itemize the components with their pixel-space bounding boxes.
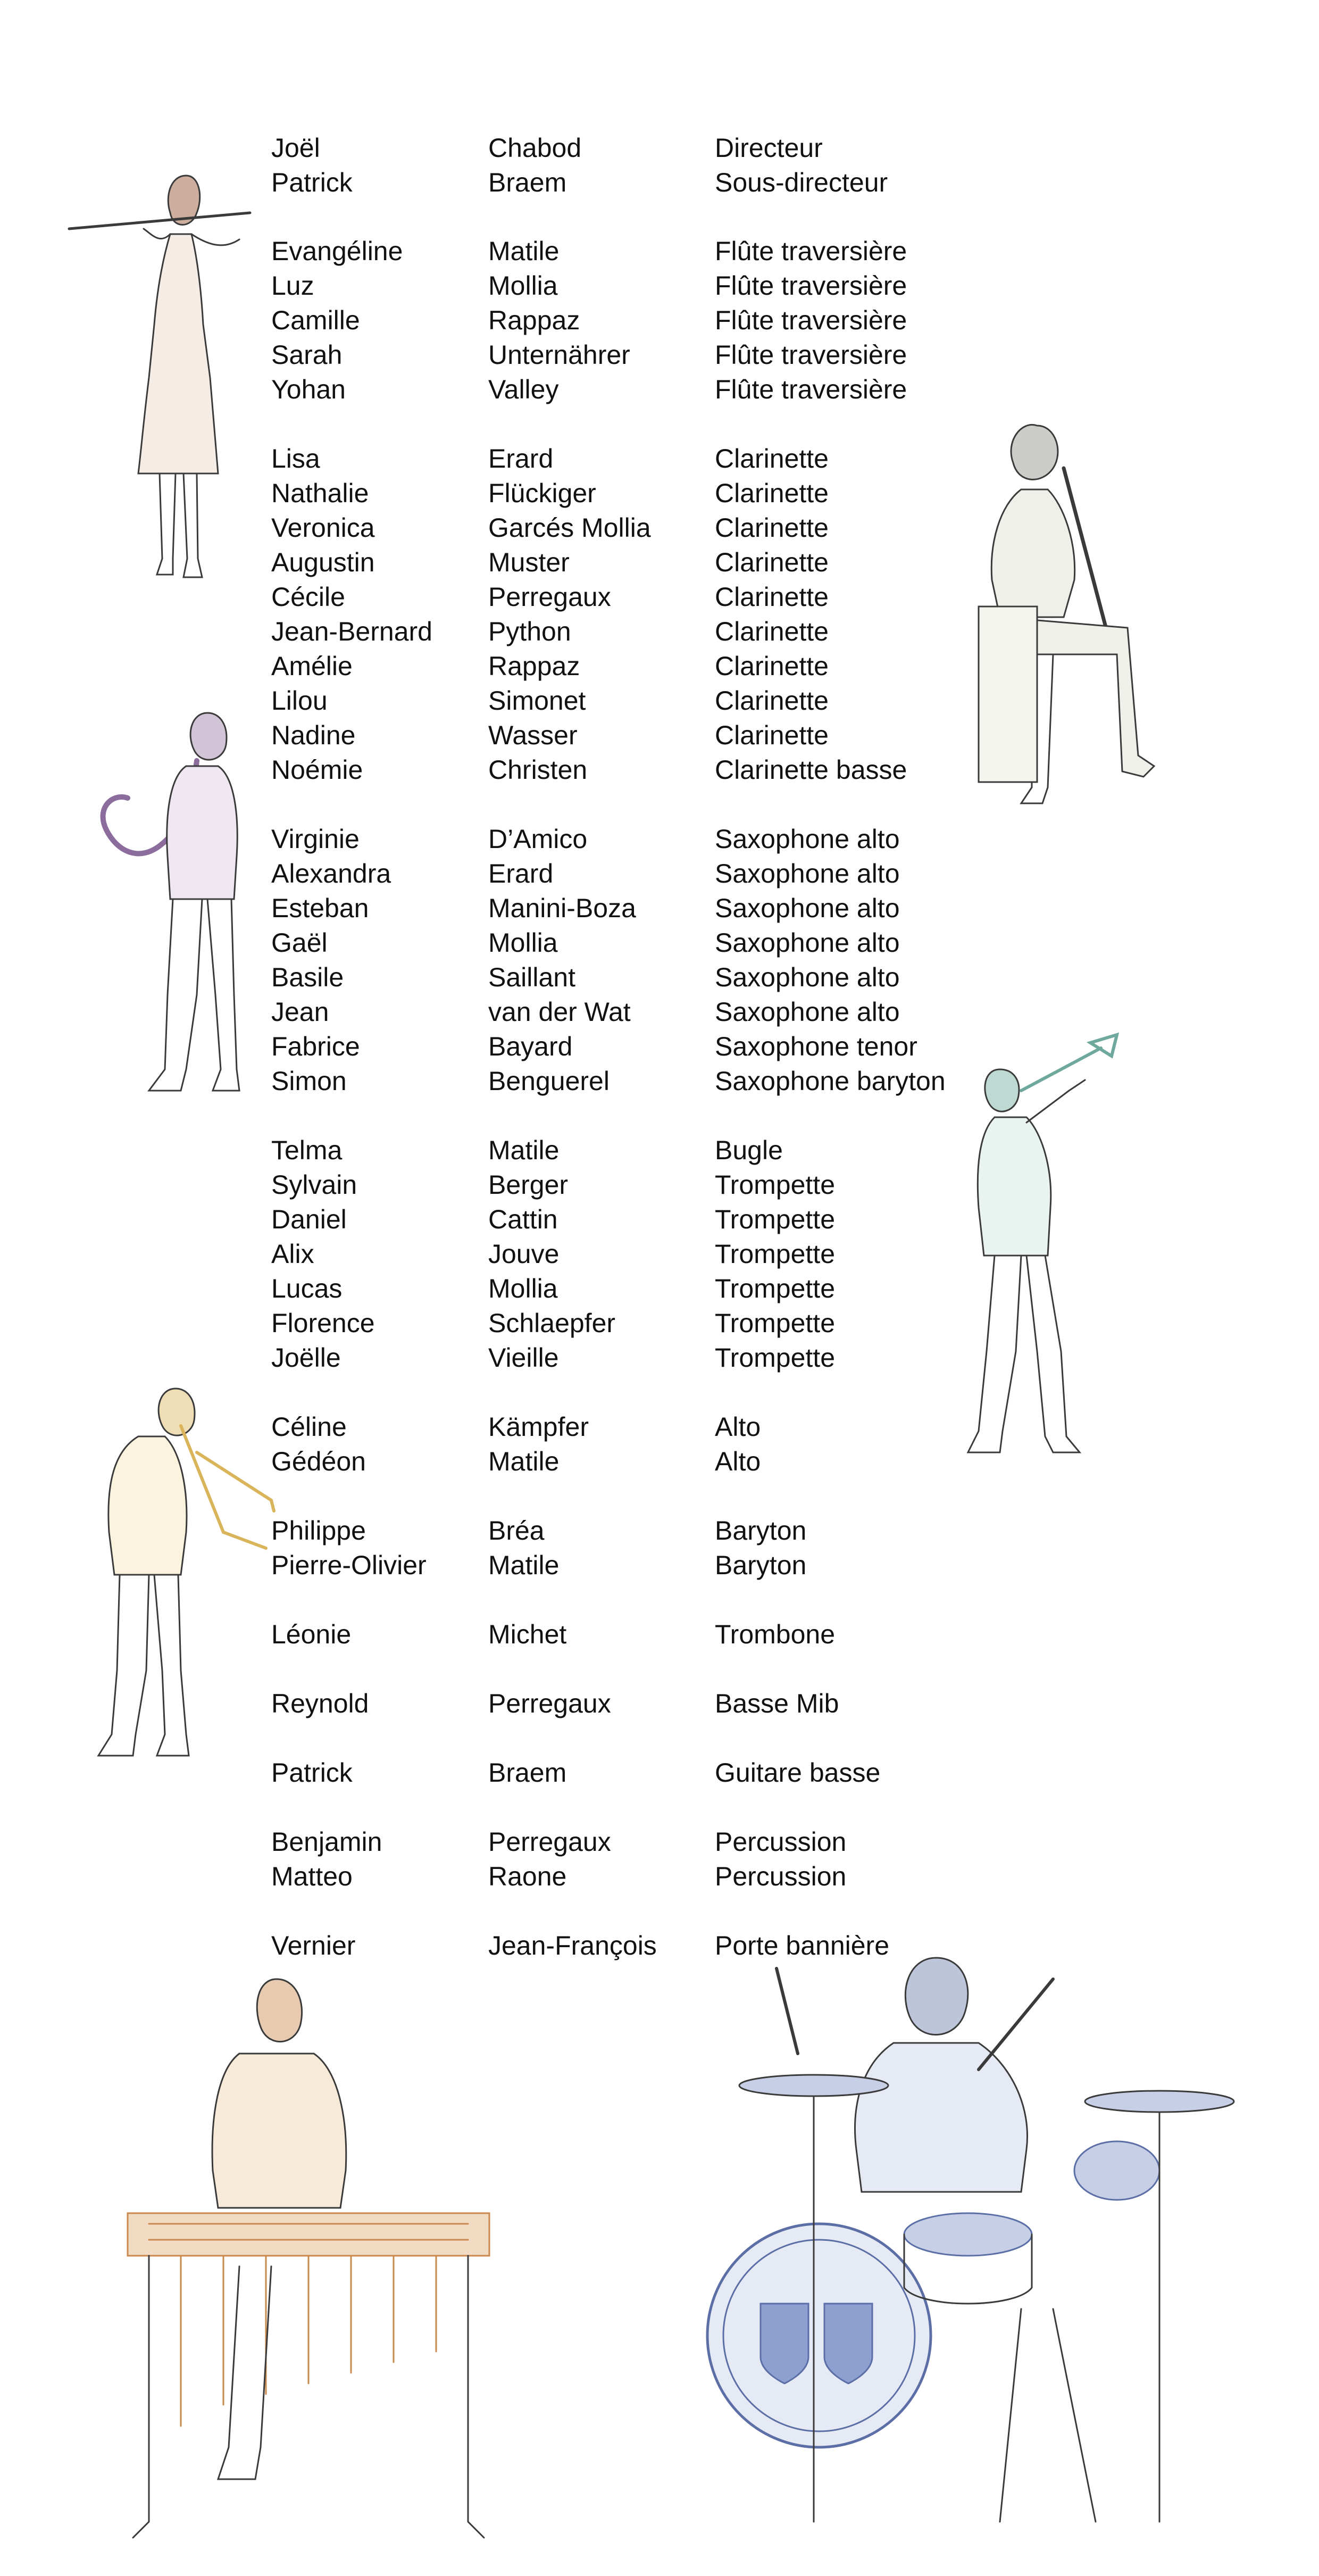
last-name: Matile <box>488 1550 560 1580</box>
last-name: Python <box>488 617 571 646</box>
role: Baryton <box>715 1516 807 1545</box>
role: Sous-directeur <box>715 168 888 197</box>
role: Clarinette <box>715 513 829 543</box>
last-name: Wasser <box>488 720 578 750</box>
first-name: Nathalie <box>271 478 369 508</box>
last-name: Mollia <box>488 928 558 958</box>
role: Guitare basse <box>715 1758 881 1788</box>
role: Flûte traversière <box>715 340 907 370</box>
last-name: Rappaz <box>488 305 580 335</box>
last-name: Jean-François <box>488 1931 657 1960</box>
first-name: Sylvain <box>271 1170 357 1200</box>
last-name: Matile <box>488 1447 560 1476</box>
last-name: Christen <box>488 755 588 785</box>
role: Flûte traversière <box>715 375 907 404</box>
first-name: Florence <box>271 1308 375 1338</box>
first-name: Céline <box>271 1412 347 1442</box>
clarinet-player-illustration <box>968 404 1266 830</box>
role: Baryton <box>715 1550 807 1580</box>
last-name: Chabod <box>488 133 582 163</box>
flute-player-illustration <box>64 154 266 591</box>
last-name: Flückiger <box>488 478 596 508</box>
first-name: Joël <box>271 133 320 163</box>
first-name: Cécile <box>271 582 345 612</box>
saxophone-player-illustration <box>74 697 277 1123</box>
role: Clarinette <box>715 617 829 646</box>
first-name: Basile <box>271 962 344 992</box>
last-name: Perregaux <box>488 1689 611 1718</box>
role: Clarinette <box>715 720 829 750</box>
role: Saxophone alto <box>715 997 900 1027</box>
first-name: Noémie <box>271 755 363 785</box>
first-name: Patrick <box>271 168 353 197</box>
first-name: Fabrice <box>271 1032 360 1061</box>
role: Clarinette <box>715 686 829 716</box>
last-name: Bréa <box>488 1516 545 1545</box>
first-name: Joëlle <box>271 1343 341 1373</box>
last-name: Vieille <box>488 1343 559 1373</box>
first-name: Virginie <box>271 824 360 854</box>
last-name: Manini-Boza <box>488 893 636 923</box>
trumpet-player-illustration <box>947 1032 1149 1479</box>
last-name: Unternährer <box>488 340 630 370</box>
role: Clarinette basse <box>715 755 907 785</box>
role: Trompette <box>715 1308 836 1338</box>
role: Trompette <box>715 1170 836 1200</box>
role: Trompette <box>715 1204 836 1234</box>
first-name: Yohan <box>271 375 346 404</box>
last-name: Michet <box>488 1619 567 1649</box>
role: Saxophone alto <box>715 962 900 992</box>
last-name: Mollia <box>488 271 558 301</box>
role: Clarinette <box>715 478 829 508</box>
last-name: Matile <box>488 236 560 266</box>
first-name: Alexandra <box>271 859 391 888</box>
first-name: Gaël <box>271 928 328 958</box>
role: Porte bannière <box>715 1931 890 1960</box>
first-name: Philippe <box>271 1516 366 1545</box>
last-name: van der Wat <box>488 997 631 1027</box>
first-name: Gédéon <box>271 1447 366 1476</box>
role: Flûte traversière <box>715 305 907 335</box>
first-name: Nadine <box>271 720 356 750</box>
last-name: Benguerel <box>488 1066 610 1096</box>
last-name: Simonet <box>488 686 586 716</box>
role: Saxophone baryton <box>715 1066 946 1096</box>
role: Basse Mib <box>715 1689 839 1718</box>
first-name: Reynold <box>271 1689 369 1718</box>
role: Trompette <box>715 1239 836 1269</box>
last-name: Perregaux <box>488 1827 611 1857</box>
first-name: Sarah <box>271 340 343 370</box>
role: Saxophone alto <box>715 928 900 958</box>
first-name: Augustin <box>271 547 375 577</box>
last-name: Valley <box>488 375 559 404</box>
first-name: Matteo <box>271 1862 353 1891</box>
xylophone-player-illustration <box>117 1968 500 2554</box>
role: Clarinette <box>715 582 829 612</box>
role: Clarinette <box>715 547 829 577</box>
first-name: Lisa <box>271 444 320 473</box>
first-name: Veronica <box>271 513 375 543</box>
last-name: Mollia <box>488 1274 558 1303</box>
first-name: Lucas <box>271 1274 343 1303</box>
last-name: Garcés Mollia <box>488 513 651 543</box>
first-name: Pierre-Olivier <box>271 1550 427 1580</box>
last-name: Braem <box>488 1758 567 1788</box>
first-name: Léonie <box>271 1619 352 1649</box>
last-name: Erard <box>488 444 554 473</box>
first-name: Esteban <box>271 893 369 923</box>
last-name: Raone <box>488 1862 567 1891</box>
first-name: Amélie <box>271 651 353 681</box>
role: Percussion <box>715 1862 847 1891</box>
last-name: Erard <box>488 859 554 888</box>
last-name: Rappaz <box>488 651 580 681</box>
first-name: Patrick <box>271 1758 353 1788</box>
role: Percussion <box>715 1827 847 1857</box>
last-name: Berger <box>488 1170 569 1200</box>
role: Saxophone alto <box>715 893 900 923</box>
last-name: Saillant <box>488 962 575 992</box>
role: Saxophone alto <box>715 859 900 888</box>
first-name: Benjamin <box>271 1827 382 1857</box>
last-name: Bayard <box>488 1032 573 1061</box>
last-name: Schlaepfer <box>488 1308 616 1338</box>
first-name: Camille <box>271 305 360 335</box>
role: Trombone <box>715 1619 836 1649</box>
last-name: Braem <box>488 168 567 197</box>
role: Bugle <box>715 1135 783 1165</box>
role: Flûte traversière <box>715 271 907 301</box>
first-name: Jean-Bernard <box>271 617 432 646</box>
last-name: D’Amico <box>488 824 588 854</box>
first-name: Evangéline <box>271 236 403 266</box>
first-name: Telma <box>271 1135 343 1165</box>
first-name: Vernier <box>271 1931 356 1960</box>
role: Clarinette <box>715 651 829 681</box>
last-name: Cattin <box>488 1204 558 1234</box>
role: Trompette <box>715 1274 836 1303</box>
first-name: Simon <box>271 1066 347 1096</box>
last-name: Jouve <box>488 1239 560 1269</box>
first-name: Daniel <box>271 1204 347 1234</box>
role: Trompette <box>715 1343 836 1373</box>
first-name: Alix <box>271 1239 314 1269</box>
last-name: Kämpfer <box>488 1412 589 1442</box>
last-name: Perregaux <box>488 582 611 612</box>
trombone-player-illustration <box>74 1373 277 1766</box>
last-name: Muster <box>488 547 570 577</box>
role: Alto <box>715 1447 761 1476</box>
drummer-illustration <box>681 1937 1255 2564</box>
role: Flûte traversière <box>715 236 907 266</box>
last-name: Matile <box>488 1135 560 1165</box>
role: Saxophone tenor <box>715 1032 917 1061</box>
first-name: Luz <box>271 271 314 301</box>
role: Clarinette <box>715 444 829 473</box>
role: Alto <box>715 1412 761 1442</box>
first-name: Lilou <box>271 686 328 716</box>
role: Saxophone alto <box>715 824 900 854</box>
role: Directeur <box>715 133 823 163</box>
first-name: Jean <box>271 997 329 1027</box>
